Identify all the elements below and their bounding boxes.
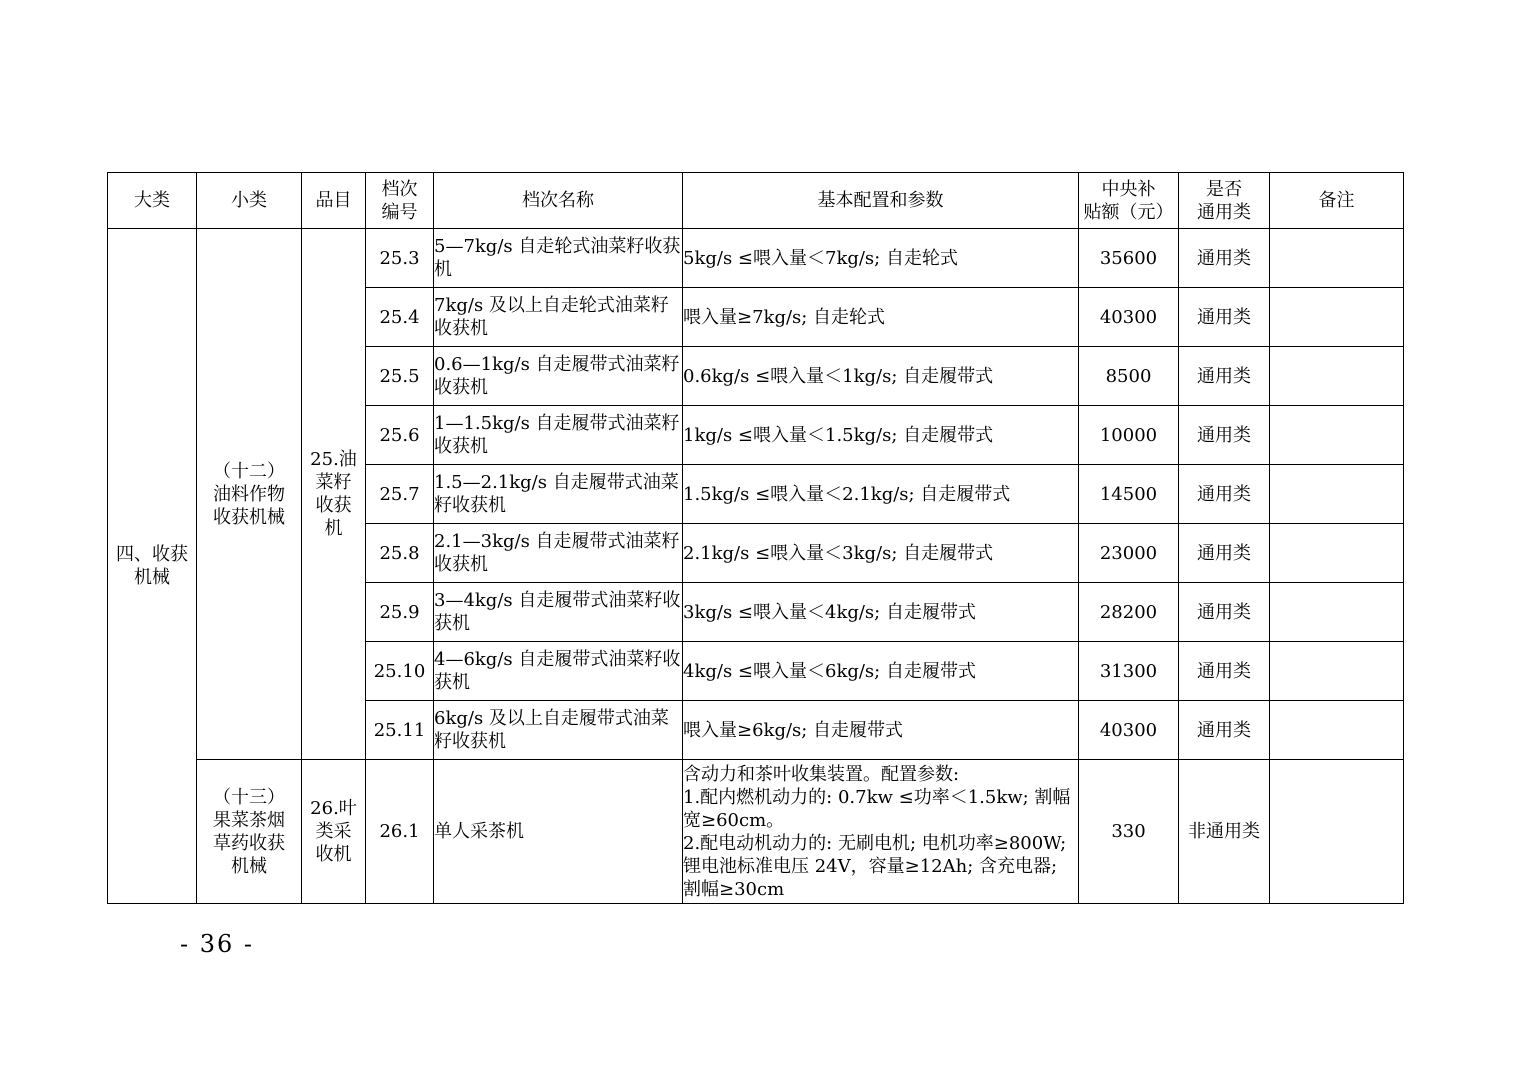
grade-name-cell: 1.5—2.1kg/s 自走履带式油菜籽收获机 xyxy=(434,465,683,524)
header-subsidy xyxy=(1079,173,1179,229)
subcategory-cell-12 xyxy=(197,229,302,760)
grade-name-cell: 5—7kg/s 自走轮式油菜籽收获机 xyxy=(434,229,683,288)
category-line1: 四、收获 xyxy=(116,544,188,565)
header-remark: 备注 xyxy=(1270,173,1404,229)
grade-no-cell: 26.1 xyxy=(366,760,434,904)
general-cell: 通用类 xyxy=(1179,524,1270,583)
item-25-line1: 25.油 xyxy=(310,449,357,470)
subsidy-cell: 330 xyxy=(1079,760,1179,904)
grade-no-cell: 25.5 xyxy=(366,347,434,406)
config-cell: 0.6kg/s ≤喂入量＜1kg/s; 自走履带式 xyxy=(683,347,1079,406)
grade-name-cell: 6kg/s 及以上自走履带式油菜籽收获机 xyxy=(434,701,683,760)
header-category: 大类 xyxy=(108,173,197,229)
item-25-line3: 收获 xyxy=(315,495,352,516)
config-line1: 含动力和茶叶收集装置。配置参数: xyxy=(683,763,960,785)
grade-name-cell: 0.6—1kg/s 自走履带式油菜籽收获机 xyxy=(434,347,683,406)
subcategory-12-line1: （十二） xyxy=(213,460,285,482)
subcategory-13-line3: 草药收获 xyxy=(213,832,285,854)
header-grade-no xyxy=(366,173,434,229)
grade-no-cell: 25.8 xyxy=(366,524,434,583)
grade-no-cell: 25.11 xyxy=(366,701,434,760)
general-cell: 通用类 xyxy=(1179,229,1270,288)
grade-no-cell: 25.10 xyxy=(366,642,434,701)
remark-cell xyxy=(1270,524,1404,583)
item-26-line1: 26.叶 xyxy=(310,798,357,819)
item-26-line3: 收机 xyxy=(315,844,352,865)
grade-no-cell: 25.4 xyxy=(366,288,434,347)
table-row xyxy=(108,229,1404,288)
subsidy-cell: 40300 xyxy=(1079,288,1179,347)
subcategory-13-line2: 果菜茶烟 xyxy=(213,809,285,831)
general-cell: 通用类 xyxy=(1179,288,1270,347)
item-26-line2: 类采 xyxy=(315,821,352,842)
config-cell: 1kg/s ≤喂入量＜1.5kg/s; 自走履带式 xyxy=(683,406,1079,465)
item-cell-25 xyxy=(302,229,366,760)
config-cell: 1.5kg/s ≤喂入量＜2.1kg/s; 自走履带式 xyxy=(683,465,1079,524)
subsidy-cell: 10000 xyxy=(1079,406,1179,465)
header-subsidy-line2: 贴额（元） xyxy=(1083,201,1174,223)
grade-no-cell: 25.7 xyxy=(366,465,434,524)
grade-no-cell: 25.3 xyxy=(366,229,434,288)
subcategory-12-line3: 收获机械 xyxy=(213,506,285,528)
subsidy-table xyxy=(107,172,1404,904)
header-subsidy-line1: 中央补 xyxy=(1101,178,1156,200)
subsidy-cell: 31300 xyxy=(1079,642,1179,701)
config-cell: 2.1kg/s ≤喂入量＜3kg/s; 自走履带式 xyxy=(683,524,1079,583)
remark-cell xyxy=(1270,583,1404,642)
subsidy-cell: 28200 xyxy=(1079,583,1179,642)
header-item: 品目 xyxy=(302,173,366,229)
header-row xyxy=(108,173,1404,229)
table-row xyxy=(108,760,1404,904)
category-cell xyxy=(108,229,197,904)
header-general-line1: 是否 xyxy=(1206,178,1242,200)
remark-cell xyxy=(1270,465,1404,524)
item-cell-26 xyxy=(302,760,366,904)
grade-name-cell: 2.1—3kg/s 自走履带式油菜籽收获机 xyxy=(434,524,683,583)
header-grade-no-line2: 编号 xyxy=(381,201,418,223)
remark-cell xyxy=(1270,760,1404,904)
subsidy-cell: 40300 xyxy=(1079,701,1179,760)
general-cell: 通用类 xyxy=(1179,347,1270,406)
remark-cell xyxy=(1270,288,1404,347)
remark-cell xyxy=(1270,406,1404,465)
general-cell: 通用类 xyxy=(1179,701,1270,760)
category-line2: 机械 xyxy=(134,567,170,588)
subcategory-12-line2: 油料作物 xyxy=(213,483,285,505)
grade-no-cell: 25.6 xyxy=(366,406,434,465)
remark-cell xyxy=(1270,229,1404,288)
config-line3: 2.配电动机动力的: 无刷电机; 电机功率≥800W; 锂电池标准电压 24V，容量≥12Ah; 含充电器; 割幅≥30cm xyxy=(683,832,1067,900)
grade-name-cell: 1—1.5kg/s 自走履带式油菜籽收获机 xyxy=(434,406,683,465)
subcategory-13-line1: （十三） xyxy=(213,786,285,808)
subcategory-cell-13 xyxy=(197,760,302,904)
grade-name-cell: 7kg/s 及以上自走轮式油菜籽收获机 xyxy=(434,288,683,347)
header-general xyxy=(1179,173,1270,229)
subcategory-13-line4: 机械 xyxy=(231,855,267,877)
header-subcategory: 小类 xyxy=(197,173,302,229)
config-cell xyxy=(683,760,1079,904)
grade-name-cell: 3—4kg/s 自走履带式油菜籽收获机 xyxy=(434,583,683,642)
config-line2: 1.配内燃机动力的: 0.7kw ≤功率＜1.5kw; 割幅宽≥60cm。 xyxy=(683,786,1071,831)
general-cell: 通用类 xyxy=(1179,465,1270,524)
item-25-line4: 机 xyxy=(324,518,343,539)
remark-cell xyxy=(1270,642,1404,701)
config-cell: 3kg/s ≤喂入量＜4kg/s; 自走履带式 xyxy=(683,583,1079,642)
general-cell: 通用类 xyxy=(1179,642,1270,701)
subsidy-cell: 35600 xyxy=(1079,229,1179,288)
config-cell: 5kg/s ≤喂入量＜7kg/s; 自走轮式 xyxy=(683,229,1079,288)
header-config: 基本配置和参数 xyxy=(683,173,1079,229)
subsidy-cell: 23000 xyxy=(1079,524,1179,583)
subsidy-cell: 8500 xyxy=(1079,347,1179,406)
header-general-line2: 通用类 xyxy=(1197,201,1251,223)
remark-cell xyxy=(1270,701,1404,760)
general-cell: 通用类 xyxy=(1179,583,1270,642)
item-25-line2: 菜籽 xyxy=(315,472,352,493)
page-number: - 36 - xyxy=(180,930,255,958)
subsidy-cell: 14500 xyxy=(1079,465,1179,524)
general-cell: 通用类 xyxy=(1179,406,1270,465)
config-cell: 喂入量≥7kg/s; 自走轮式 xyxy=(683,288,1079,347)
grade-name-cell: 单人采茶机 xyxy=(434,760,683,904)
config-cell: 喂入量≥6kg/s; 自走履带式 xyxy=(683,701,1079,760)
header-grade-name: 档次名称 xyxy=(434,173,683,229)
config-cell: 4kg/s ≤喂入量＜6kg/s; 自走履带式 xyxy=(683,642,1079,701)
remark-cell xyxy=(1270,347,1404,406)
general-cell: 非通用类 xyxy=(1179,760,1270,904)
grade-name-cell: 4—6kg/s 自走履带式油菜籽收获机 xyxy=(434,642,683,701)
grade-no-cell: 25.9 xyxy=(366,583,434,642)
header-grade-no-line1: 档次 xyxy=(381,178,418,200)
